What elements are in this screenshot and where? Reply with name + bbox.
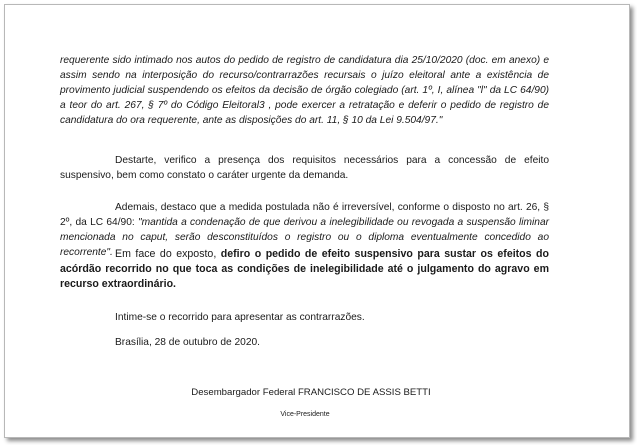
paragraph-requirements-text: Destarte, verifico a presença dos requisitos necessários para a concessão de efeito suspensivo, bem como constato o caráter urgente da demanda. (60, 155, 549, 181)
paragraph-decision-lead: Em face do exposto, (115, 248, 221, 260)
paragraph-irreversibility-lead: Ademais, destaco que a medida postulada não é irreversível, conforme o disposto no art. 26, § 2º, da LC 64/90: (60, 202, 549, 228)
paragraph-irreversibility-quote: "mantida a condenação de que derivou a inelegibilidade ou revogada a suspensão liminar mencionada no caput, serão desconstituídos o registro ou o diploma eventualmente concedido ao recorrente". (60, 217, 549, 258)
paragraph-requirements (60, 153, 549, 183)
document-page (4, 4, 630, 438)
paragraph-decision-bold: defiro o pedido de efeito suspensivo para sustar os efeitos do acórdão recorrido no que toca as condições de inelegibilidade até o julgamento do agravo em recurso extraordinário. (60, 248, 549, 290)
signature-role: Vice-Presidente (280, 411, 330, 418)
paragraph-summons: Intime-se o recorrido para apresentar as contrarrazões. (115, 312, 365, 323)
paragraph-decision (60, 247, 549, 292)
date-line: Brasília, 28 de outubro de 2020. (115, 337, 260, 348)
paragraph-quote-citation: requerente sido intimado nos autos do pedido de registro de candidatura dia 25/10/2020 (doc. em anexo) e assim sendo na interposição do recurso/contrarrazões recursais o juízo eleitoral ante a existência de provimento judicial suspendendo os efeitos da decisão de órgão colegiado (art. 1º, I, alínea "l" da LC 64/90) a teor do art. 267, § 7º do Código Eleitoral3 , pode exercer a retratação e deferir o pedido de registro de candidatura do ora requerente, ante as disposições do art. 11, § 10 da Lei 9.504/97." (60, 55, 549, 126)
signature-name: Desembargador Federal FRANCISCO DE ASSIS BETTI (191, 387, 431, 398)
